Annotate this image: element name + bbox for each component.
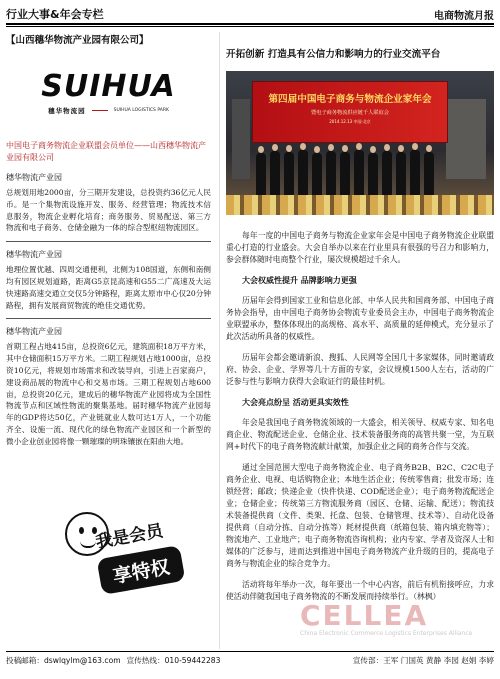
right-column: [226, 32, 494, 612]
article-paragraph-6: 活动将每年举办一次，每年要出一个中心内容，前后有机衔接呼应，力求使活动伴随我国电子商务物流的不断发展而持续举行。（林枫）: [226, 580, 494, 601]
logo-cn-name: 穗华物流园: [48, 107, 86, 115]
member-badge: [65, 506, 175, 596]
footer-rule: [6, 651, 494, 652]
section-head-3: 穗华物流产业园: [6, 327, 62, 337]
watermark-logo: CELLEA: [300, 599, 429, 632]
section-text-2: 地理位置优越、四周交通便利，北侧为108国道，东侧和南侧均有园区规划道路，距离G5京昆高速和G55二广高速及大运快速路高速交通立交仅5分钟路程，距离太原市中心仅20分钟路程，拥有发展商贸物流的绝佳交通优势。: [6, 265, 211, 310]
header-rule: [6, 23, 494, 25]
event-banner: [252, 81, 448, 143]
article-paragraph-5: 通过全国范围大型电子商务物流企业、电子商务B2B、B2C、C2C电子商务企业、电视、电话购物企业；本地生活企业；传统零售商；批发市场；连锁经营；邮政；快递企业（快件快递、COD配送企业）；电子商务物流配送企业；仓储企业；传统第三方物流服务商（园区、仓储、运输、配送）；物流技术装备提供商（文件、类架、托盘、包装、仓储管理、技术等）、自动化设备提供商（自动分拣、自动分拣等）耗材提供商（纸箱包装、箱内填充物等）；物流地产、工业地产；电子商务物流咨询机构；业内专家、学者及资深人士和媒体的广泛参与，进而达到推进中国电子商务物流产业升级的目的，提高电子商务与物流企业的综合竞争力。: [226, 463, 494, 568]
company-logo: [6, 52, 211, 132]
page-header: [6, 2, 494, 22]
section-head-1: 穗华物流产业园: [6, 173, 62, 182]
article-paragraph-3: 历届年会都会邀请新浪、搜狐、人民网等全国几十多家媒体，同时邀请政府、协会、企业、学界等几十方面的专家，会议规模1500人左右，活动的广泛参与性与影响力获得大会取证行的最佳时机。: [226, 353, 494, 386]
left-column: [6, 32, 211, 455]
watermark-caption: China Electronic Commerce Logistics Enterprises Alliance: [300, 630, 473, 637]
page-footer: [6, 655, 494, 673]
company-title: 【山西穗华物流产业园有限公司】: [6, 35, 149, 46]
section-head-2: 穗华物流产业园: [6, 250, 62, 260]
logo-wordmark: SUIHUA: [41, 69, 176, 104]
section-divider: [6, 241, 211, 242]
footer-editors: 宣传部：王军 门国英 黄静 李园 赵娟 李婷: [352, 656, 494, 665]
section-divider: [6, 318, 211, 319]
footer-email: 投稿邮箱：dswlqylm@163.com: [6, 656, 121, 665]
footer-phone: 宣传热线：010-59442283: [126, 656, 221, 665]
article-paragraph-4: 年会是我国电子商务物流领域的一大盛会，相关领导、权威专家、知名电商企业、物流配送企业、仓储企业、技术装备服务商的高管共聚一堂，为互联网+时代下的电子商务物流献计献策，加强企业之间的商务合作与交流。: [226, 418, 494, 451]
section-text-3: 首期工程占地415亩，总投资6亿元，建筑面积18万平方米，其中仓储面积15万平方米。二期工程规划占地1000亩，总投资10亿元，将规划市场需求和改装导向，引进上百家商户，建设商品展的物流中心和交易市场。三期工程规划占地600亩，总投资20亿元，建成后的穗华物流产业园将成为全国性物流节点和区域性物流的聚集基地。届时穗华物流产业园每年的GDP将达50亿，产业链就业人数可达1万人，一个功能齐全、设施一流、现代化的绿色物流产业园区和一个新型的微小企业创业园将像一颗璀璨的明珠镶嵌在阳曲大地。: [6, 342, 211, 446]
section-title: 行业大事&年会专栏: [6, 8, 104, 21]
event-photo: [226, 71, 494, 215]
badge-line-2: 享特权: [97, 545, 186, 595]
header-rule-thin: [6, 26, 494, 27]
badge-line-1: 我是会员: [94, 521, 165, 553]
article-paragraph-1: 每年一度的中国电子商务与物流企业家年会是中国电子商务物流企业联盟重心打造的行业盛会。大会自举办以来在行业里具有很强的号召力和影响力，参会群体随时电商整个行业，屡次规模超过千余人。: [226, 231, 494, 264]
company-intro: 中国电子商务物流企业联盟会员单位——山西穗华物流产业园有限公司: [6, 141, 206, 162]
article-subhead-1: 大会权威性提升 品牌影响力更强: [242, 276, 357, 285]
alliance-watermark: [300, 599, 496, 649]
article-paragraph-2: 历届年会得到国家工业和信息化部、中华人民共和国商务部、中国电子商务协会指导，由中国电子商务协会物流专业委员会主办，中国电子商务物流企业联盟承办，整体体现出的高规格、高水平、高质量的延伸模式，充分显示了此次活动所具备的权威性。: [226, 296, 494, 341]
banner-subtitle: 暨电子商务物流供应链千人联谊会: [311, 110, 389, 116]
logo-divider: [92, 110, 108, 111]
publication-title: 电商物流月报: [434, 11, 494, 22]
banner-title: 第四届中国电子商务与物流企业家年会: [268, 94, 432, 105]
column-divider: [219, 32, 220, 649]
article-headline: 开拓创新 打造具有公信力和影响力的行业交流平台: [226, 49, 441, 60]
article-subhead-2: 大会亮点纷呈 活动更具实效性: [242, 398, 349, 407]
banner-date: 2014.12.13 中国·北京: [329, 119, 371, 124]
logo-en-name: SUIHUA LOGISTICS PARK: [113, 108, 169, 113]
section-text-1: 总规划用地2000亩，分三期开发建设，总投资约36亿元人民币。是一个集物流设施开发、服务、经营管理；物流技术信息服务，物流企业孵化培育；商务服务、贸易配送、第三方物流和电子商务、仓储金融为一体的综合型枢纽物流园区。: [6, 188, 211, 233]
